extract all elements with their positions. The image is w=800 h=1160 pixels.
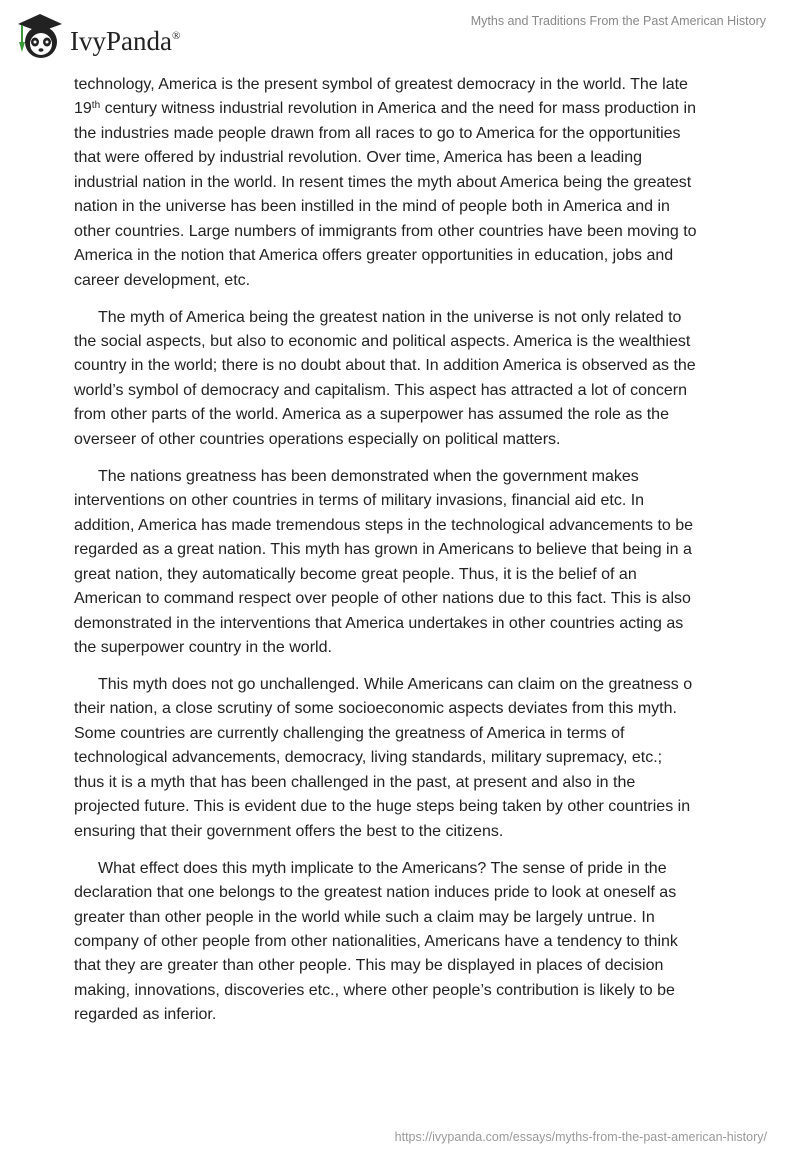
text-line (74, 97, 734, 121)
text-line: that they are greater than other people. This may be displayed in places of decision (74, 957, 664, 975)
text-line: greater than other people in the world while such a claim may be largely untrue. In (74, 908, 655, 926)
text-line: great nation, they automatically become great people. Thus, it is the belief of an (74, 565, 637, 583)
source-url: https://ivypanda.com/essays/myths-from-the-past-american-history/ (394, 1130, 767, 1144)
text-line: the industries made people drawn from all races to go to America for the opportunities (74, 124, 681, 142)
text-line: the superpower country in the world. (74, 638, 332, 656)
text-line: overseer of other countries operations especially on political matters. (74, 430, 561, 448)
text-line: industrial nation in the world. In resent times the myth about America being the greatest (74, 173, 692, 191)
text-line: declaration that one belongs to the greatest nation induces pride to look at oneself as (74, 884, 677, 902)
text-line: making, innovations, discoveries etc., where other people’s contribution is likely to be (74, 981, 675, 999)
text-line: ensuring that their government offers the best to the citizens. (74, 822, 504, 840)
text-line: The myth of America being the greatest nation in the universe is not only related to (98, 308, 682, 326)
text-line: interventions on other countries in terms of military invasions, financial aid etc. In (74, 492, 645, 510)
document-title: Myths and Traditions From the Past American History (470, 14, 766, 28)
text-line: addition, America has made tremendous steps in the technological advancements to be (74, 516, 694, 534)
text-line: technological advancements, democracy, living standards, military supremacy, etc.; (74, 749, 663, 767)
essay-body (74, 73, 734, 1040)
text-line: What effect does this myth implicate to the Americans? The sense of pride in the (98, 859, 667, 877)
text-line: Some countries are currently challenging the greatness of America in terms of (74, 724, 625, 742)
text-line: nation in the universe has been instilled in the mind of people both in America and in (74, 198, 670, 216)
text-line: company of other people from other nationalities, Americans have a tendency to think (74, 932, 678, 950)
ivypanda-logo[interactable] (14, 10, 180, 62)
text-line: demonstrated in the interventions that America undertakes in other countries acting as (74, 614, 684, 632)
text-line: the social aspects, but also to economic and political aspects. America is the wealthiest (74, 333, 691, 351)
text-line: country in the world; there is no doubt about that. In addition America is observed as the (74, 357, 696, 375)
panda-logo-icon (14, 10, 66, 62)
text-line: world’s symbol of democracy and capitalism. This aspect has attracted a lot of concern (74, 381, 688, 399)
paragraph (74, 73, 734, 293)
text-line: American to command respect over people of other nations due to this fact. This is also (74, 590, 691, 608)
text-line: thus it is a myth that has been challenged in the past, at present and also in the (74, 773, 636, 791)
text-line: that were offered by industrial revolution. Over time, America has been a leading (74, 149, 643, 167)
text-line: their nation, a close scrutiny of some socioeconomic aspects deviates from this myth. (74, 700, 677, 718)
text-line: The nations greatness has been demonstrated when the government makes (98, 467, 639, 485)
text-line: projected future. This is evident due to the huge steps being taken by other countries in (74, 798, 691, 816)
paragraph (74, 857, 734, 1028)
text-line: This myth does not go unchallenged. While Americans can claim on the greatness o (98, 675, 693, 693)
text-line: America in the notion that America offers greater opportunities in education, jobs and (74, 247, 674, 265)
text-fragment: 19 (74, 100, 92, 118)
paragraph (74, 306, 734, 453)
registered-mark: ® (171, 29, 181, 42)
text-line: from other parts of the world. America as a superpower has assumed the role as the (74, 406, 669, 424)
text-line: other countries. Large numbers of immigrants from other countries have been moving to (74, 222, 697, 240)
paragraph (74, 465, 734, 661)
text-fragment: century witness industrial revolution in America and the need for mass production in (100, 100, 697, 118)
text-line: regarded as inferior. (74, 1006, 217, 1024)
text-line: regarded as a great nation. This myth has grown in Americans to believe that being in a (74, 541, 692, 559)
text-line: technology, America is the present symbol of greatest democracy in the world. The late (74, 76, 688, 93)
paragraph (74, 673, 734, 844)
text-line: career development, etc. (74, 271, 251, 289)
logo-text: IvyPanda (70, 25, 172, 56)
superscript: th (91, 100, 101, 112)
